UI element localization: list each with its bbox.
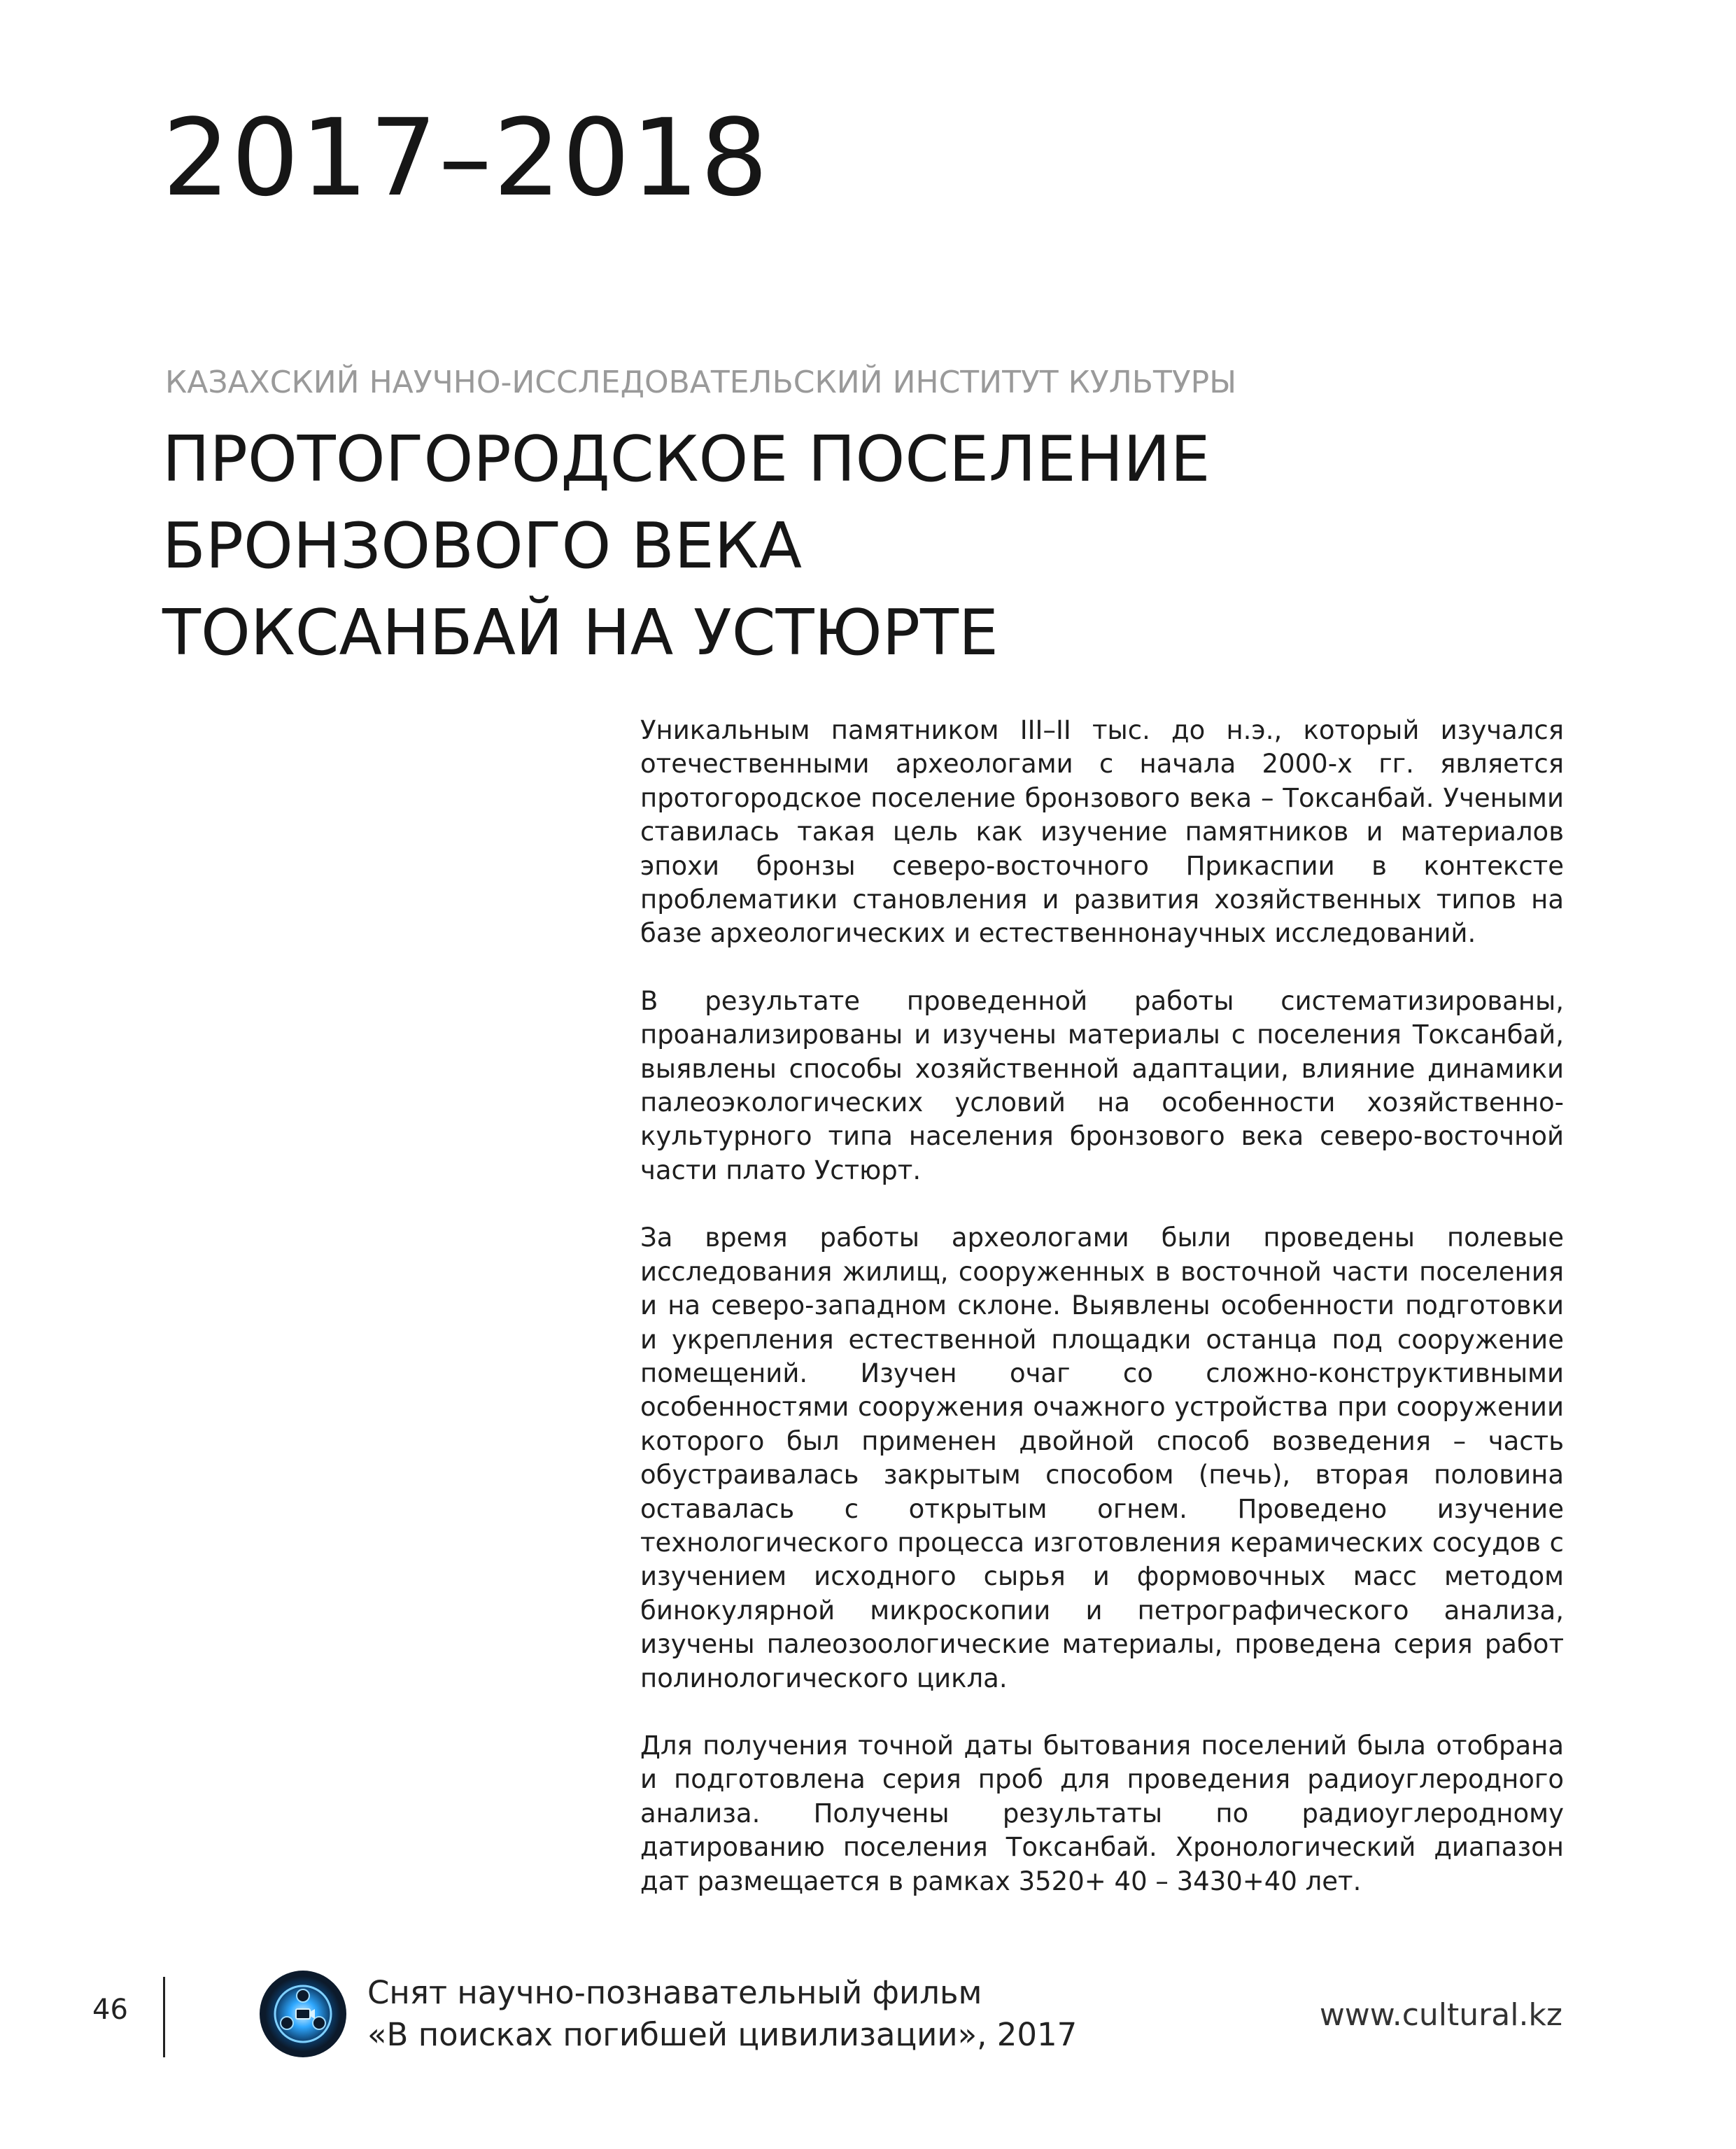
page-year: 2017–2018 — [162, 96, 770, 220]
article-paragraph: Для получения точной даты бытования поселений была отобрана и подготовлена серия проб для проведения радиоуглеродного анализа. Получены результаты по радиоуглеродному датированию поселения Токсанбай. Хронологический диапазон дат размещается в рамках 3520+ 40 – 3430+40 лет. — [640, 1730, 1564, 1896]
article-paragraph: В результате проведенной работы систематизированы, проанализированы и изучены материалы с поселения Токсанбай, выявлены способы хозяйственной адаптации, влияние динамики палеоэкологических условий на особенности хозяйственно-культурного типа населения бронзового века северо-восточной части плато Устюрт. — [640, 985, 1564, 1185]
article-body — [640, 714, 1564, 1932]
institute-name: КАЗАХСКИЙ НАУЧНО-ИССЛЕДОВАТЕЛЬСКИЙ ИНСТИТУТ КУЛЬТУРЫ — [165, 365, 1237, 400]
article-title-line: ПРОТОГОРОДСКОЕ ПОСЕЛЕНИЕ — [162, 423, 1211, 496]
film-caption — [367, 1972, 1077, 2056]
film-caption-line: «В поисках погибшей цивилизации», 2017 — [367, 2016, 1078, 2053]
footer-divider — [163, 1977, 165, 2057]
film-reel-icon — [259, 1970, 347, 2058]
article-title-line: ТОКСАНБАЙ НА УСТЮРТЕ — [162, 596, 998, 670]
page-number: 46 — [92, 1994, 128, 2026]
article-title-line: БРОНЗОВОГО ВЕКА — [162, 509, 803, 583]
article-title — [162, 416, 1210, 677]
article-paragraph: Уникальным памятником III–II тыс. до н.э., который изучался отечественными археологами с начала 2000-х гг. является протогородское поселение бронзового века – Токсанбай. Учеными ставилась такая цель как изучение памятников и материалов эпохи бронзы северо-восточного Прикаспии в контексте проблематики становления и развития хозяйственных типов на базе археологических и естественнонаучных исследований. — [640, 715, 1564, 949]
film-caption-line: Снят научно-познавательный фильм — [367, 1974, 982, 2011]
website-link[interactable]: www.cultural.kz — [1319, 1997, 1562, 2033]
article-paragraph: За время работы археологами были проведены полевые исследования жилищ, сооруженных в восточной части поселения и на северо-западном склоне. Выявлены особенности подготовки и укрепления естественной площадки останца под сооружение помещений. Изучен очаг со сложно-конструктивными особенностями сооружения очажного устройства при сооружении которого был применен двойной способ возведения – часть обустраивалась закрытым способом (печь), вторая половина оставалась с открытым огнем. Проведено изучение технологического процесса изготовления керамических сосудов с изучением исходного сырья и формовочных масс методом бинокулярной микроскопии и петрографического анализа, изучены палеозоологические материалы, проведена серия работ полинологического цикла. — [640, 1223, 1564, 1693]
